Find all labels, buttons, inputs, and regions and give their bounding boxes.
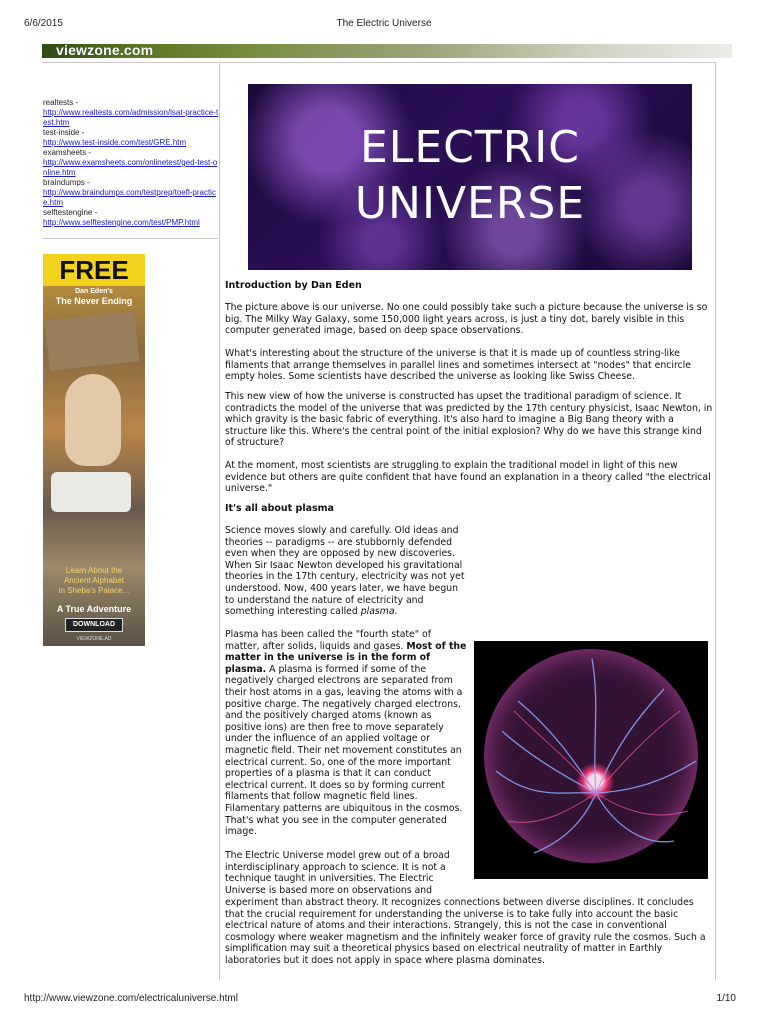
paragraph-text — [225, 629, 467, 838]
article-paragraph — [225, 629, 467, 838]
ad-stone-image — [45, 311, 140, 370]
article-paragraph — [225, 348, 713, 383]
page-number: 1/10 — [716, 993, 736, 1004]
right-border — [715, 62, 716, 980]
ad-author: Dan Eden's — [75, 288, 113, 295]
ad-book-title: The Never Ending — [55, 296, 133, 306]
article-paragraph-continued — [225, 897, 713, 967]
sponsor-link[interactable]: http://www.examsheets.com/onlinetest/ged-test-online.htm — [43, 158, 218, 177]
ad-source: VIEWZONE.AD — [76, 636, 112, 642]
article-paragraph — [225, 460, 713, 495]
ad-truck-image — [51, 472, 131, 512]
sponsor-link[interactable]: http://www.braindumps.com/testprep/toefl-practice.htm — [43, 188, 216, 207]
paragraph-text: The Electric Universe model grew out of a broad interdisciplinary approach to science. It is not a technique taught in universities. The Electric Universe is based more on observations and — [225, 850, 450, 896]
ad-download-button[interactable]: DOWNLOAD — [65, 618, 123, 632]
plasma-key-statement: Most of the matter in the universe is in the form of plasma. — [225, 640, 467, 675]
article-paragraph — [225, 302, 713, 337]
plasma-filaments — [474, 641, 708, 879]
sponsor-item — [43, 98, 221, 128]
ad-book-info — [43, 287, 145, 307]
article-paragraph — [225, 850, 467, 896]
sponsor-name: braindumps - — [43, 178, 90, 187]
print-footer — [0, 993, 768, 1007]
sponsor-links — [43, 98, 221, 228]
paragraph-text: At the moment, most scientists are struggling to explain the traditional model in light of this new evidence but others are quite confident that have found an explanation in a theory called "the electrical universe." — [225, 460, 711, 495]
ad-free-label: FREE — [43, 254, 145, 286]
section-heading: Introduction by Dan Eden — [225, 280, 362, 291]
paragraph-text-end: . — [394, 606, 398, 618]
paragraph-text-rest: A plasma is formed if some of the negatively charged electrons are separated from their host atoms in a gas, leaving the atoms with a positive charge. The negatively charged electrons, and the positively charged atoms (known as positive ions) are then free to move separately under the influence of an applied voltage or magnetic field. Their net movement constitutes an electrical current. So, one of the more important properties of a plasma is that it can conduct electrical current. It does so by forming current filaments that follow magnetic field lines. Filamentary patterns are ubiquitous in the cosmos. That's what you see in the computer generated image. — [225, 663, 463, 838]
ad-tagline-line: Learn About the — [65, 566, 123, 575]
book-ad-banner[interactable] — [43, 254, 145, 646]
paragraph-text — [225, 525, 467, 618]
plasma-ball-image — [474, 641, 708, 879]
hero-title — [248, 120, 692, 232]
sidebar-top-rule — [42, 62, 218, 63]
paragraph-text-start: Science moves slowly and carefully. Old ideas and theories -- paradigms -- are stubbornly defended even when they are opposed by new discoveries. When Sir Isaac Newton developed his gravitational theories in the 17th century, electricity was not yet understood. Now, 400 years later, we have begun to understand the nature of electricity and something interesting called — [225, 525, 465, 618]
article-paragraph — [225, 525, 467, 618]
site-logo[interactable]: viewzone.com — [56, 42, 154, 58]
sponsor-name: selftestengine - — [43, 208, 98, 217]
ad-tagline — [43, 566, 145, 596]
sponsor-link[interactable]: http://www.realtests.com/admission/lsat-practice-test.htm — [43, 108, 219, 127]
links-rule — [42, 238, 218, 239]
paragraph-text: This new view of how the universe is constructed has upset the traditional paradigm of science. It contradicts the model of the universe that was predicted by the 17th century physicist, Isaac Newton, in which gravity is the basic fabric of everything. It's also hard to imagine a Big Bang theory with a structure like this. Where's the central point of the initial explosion? Why do we have this strange kind of structure? — [225, 391, 713, 449]
sponsor-name: examsheets - — [43, 148, 92, 157]
paragraph-text: experiment than abstract theory. It recognizes connections between diverse disciplines. It concludes that the crucial requirement for understanding the universe is to take fully into account the basic electrical nature of atoms and their interactions. Strangely, this is not the case in conventional cosmology where weaker magnetism and the infinitely weaker force of gravity rule the cosmos. Such a simplification may suit a theoretical physics based on electrical neutrality of matter in Earthly laboratories but it does not apply in space where plasma dominates. — [225, 897, 706, 966]
sponsor-item — [43, 178, 221, 208]
hero-image — [248, 84, 692, 270]
plasma-emphasis: plasma — [360, 606, 395, 618]
article-plasma-heading — [225, 503, 713, 515]
hero-title-line: ELECTRIC — [360, 122, 580, 173]
hero-title-line: UNIVERSE — [354, 178, 586, 229]
header-rule — [219, 62, 716, 63]
article-intro-heading — [225, 280, 713, 292]
print-header — [0, 16, 768, 32]
sponsor-item — [43, 148, 221, 178]
ad-statue-image — [65, 374, 121, 466]
article-paragraph — [225, 391, 713, 449]
site-banner — [42, 44, 732, 58]
ad-adventure: A True Adventure — [56, 604, 132, 614]
sponsor-name: test-inside - — [43, 128, 85, 137]
sponsor-item — [43, 128, 221, 148]
sponsor-link[interactable]: http://www.selftestengine.com/test/PMP.html — [43, 218, 200, 227]
section-heading: It's all about plasma — [225, 503, 334, 514]
print-date: 6/6/2015 — [24, 18, 63, 29]
paragraph-text: The picture above is our universe. No one could possibly take such a picture because the universe is so big. The Milky Way Galaxy, some 150,000 light years across, is just a tiny dot, barely visible in this computer generated image, based on deep space observations. — [225, 302, 708, 337]
sponsor-item — [43, 208, 221, 228]
paragraph-text-start: Plasma has been called the "fourth state" of matter, after solids, liquids and gases. — [225, 629, 431, 652]
page-url: http://www.viewzone.com/electricaluniverse.html — [24, 993, 238, 1004]
paragraph-text: What's interesting about the structure of the universe is that it is made up of countless string-like filaments that arrange themselves in parallel lines and sometimes intersect at "nodes" that encircle empty holes. Some scientists have described the universe as looking like Swiss Cheese. — [225, 348, 691, 383]
print-title: The Electric Universe — [336, 18, 432, 29]
ad-tagline-line: Ancient Alphabet — [63, 576, 125, 585]
ad-tagline-line: in Sheba's Palace... — [58, 586, 130, 595]
sponsor-link[interactable]: http://www.test-inside.com/test/GRE.htm — [43, 138, 187, 147]
sponsor-name: realtests - — [43, 98, 79, 107]
